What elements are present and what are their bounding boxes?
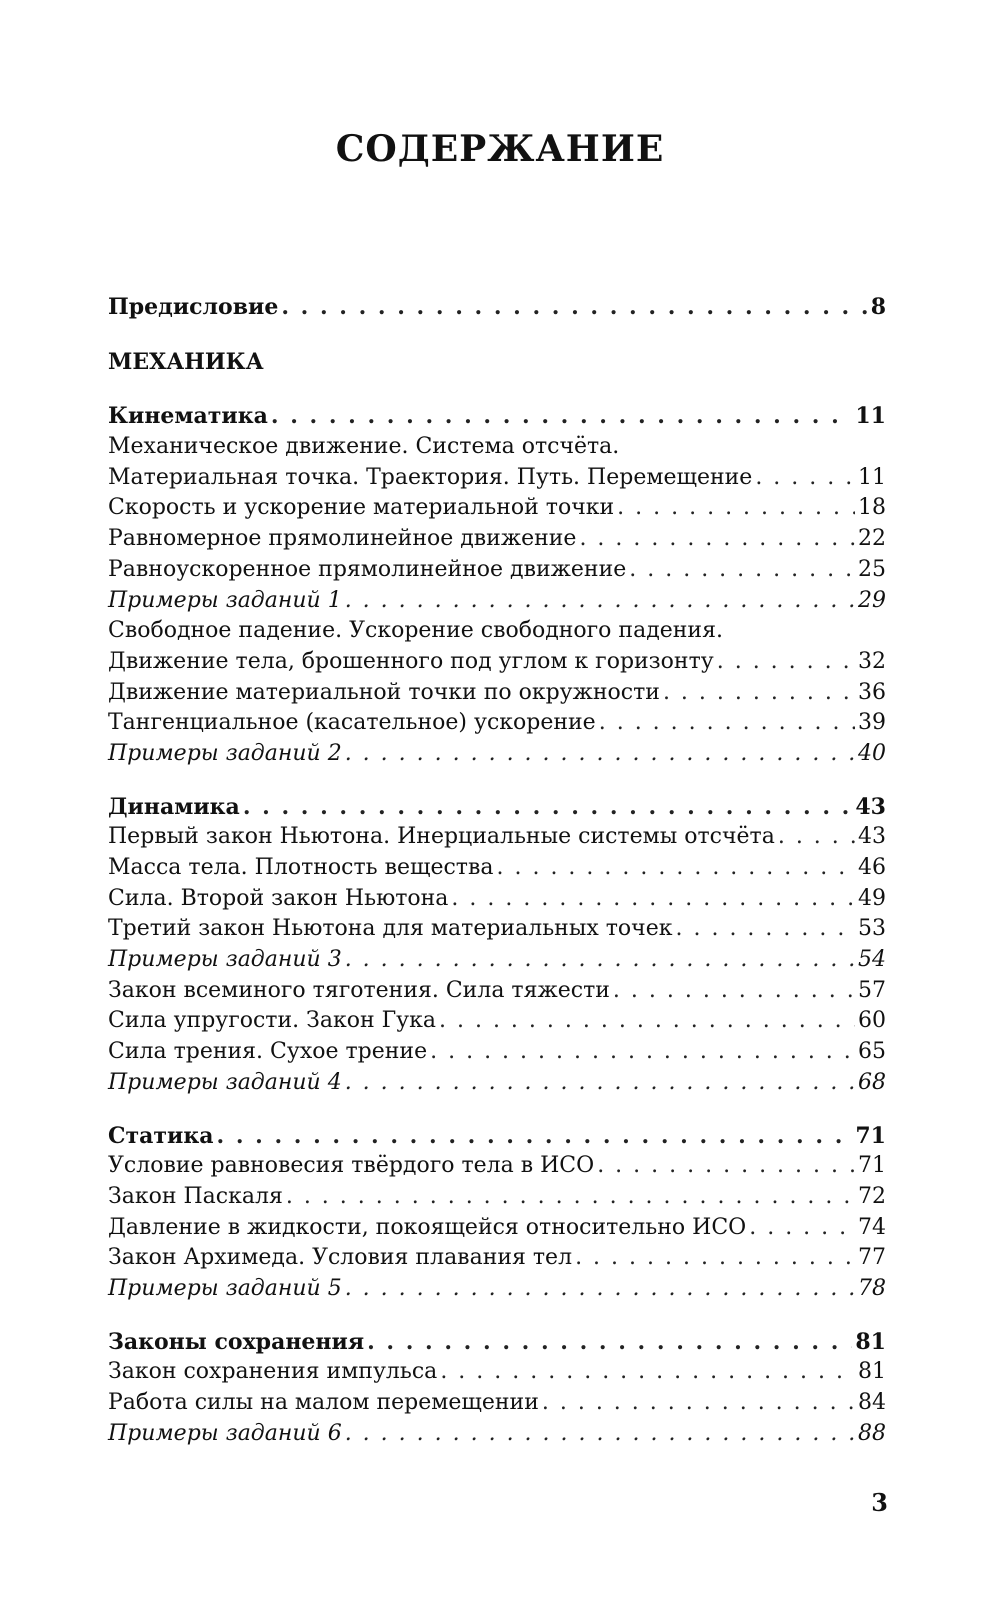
toc-entry[interactable] — [108, 822, 886, 853]
dot-leader — [629, 555, 855, 586]
dot-leader — [281, 292, 867, 323]
dot-leader — [451, 884, 855, 915]
toc-entry-page: 43 — [858, 824, 886, 850]
toc-entry-text: Закон Паскаля — [108, 1183, 283, 1209]
dot-leader — [675, 914, 855, 945]
toc-entry[interactable] — [108, 1243, 886, 1274]
dot-leader — [286, 1182, 855, 1213]
toc-entry-text: Законы сохранения — [108, 1328, 365, 1355]
toc-entry-text: Закон сохранения импульса — [108, 1359, 438, 1385]
toc-entry-page: 36 — [858, 679, 886, 705]
toc-entry[interactable] — [108, 493, 886, 524]
toc-entry-page: 78 — [858, 1275, 886, 1301]
toc-entry-text: Свободное падение. Ускорение свободного падения. — [108, 618, 723, 644]
toc-entry-line — [108, 432, 886, 463]
toc-entry-page: 84 — [858, 1390, 886, 1415]
toc-entry-text: Динамика — [108, 793, 240, 820]
toc-sections — [108, 401, 886, 1449]
toc-entry[interactable] — [108, 1213, 886, 1244]
toc-entry[interactable] — [108, 884, 886, 915]
dot-leader — [755, 463, 855, 494]
toc-entry[interactable] — [108, 524, 886, 555]
page-title: СОДЕРЖАНИЕ — [335, 128, 665, 170]
dot-leader — [617, 493, 855, 524]
dot-leader — [243, 792, 853, 823]
dot-leader — [345, 586, 855, 617]
dot-leader — [749, 1213, 855, 1244]
toc-entry[interactable] — [108, 1151, 886, 1182]
toc-section-heading[interactable] — [108, 1327, 886, 1358]
toc-entry-text: Условие равновесия твёрдого тела в ИСО — [108, 1153, 595, 1179]
dot-leader — [367, 1327, 852, 1358]
toc-entry-page: 49 — [858, 885, 886, 911]
toc-entry-page: 43 — [855, 793, 886, 820]
toc-entry[interactable] — [108, 647, 886, 678]
toc-entry-text: Давление в жидкости, покоящейся относительно ИСО — [108, 1214, 747, 1240]
toc-entry-text: Закон Архимеда. Условия плавания тел — [108, 1245, 573, 1271]
dot-leader — [345, 1274, 855, 1305]
toc-entry-page: 11 — [855, 403, 886, 430]
dot-leader — [663, 678, 855, 709]
toc-entry-text: Скорость и ускорение материальной точки — [108, 495, 615, 521]
toc-entry-page: 11 — [858, 464, 886, 490]
toc-entry-line — [108, 616, 886, 647]
table-of-contents — [108, 292, 886, 1449]
toc-entry-page: 81 — [858, 1359, 886, 1385]
section-gap — [108, 1305, 886, 1327]
toc-entry-text: Тангенциальное (касательное) ускорение — [108, 710, 596, 736]
toc-entry-page: 60 — [858, 1008, 886, 1034]
toc-entry-text: Примеры заданий 5 — [108, 1275, 342, 1301]
dot-leader — [717, 647, 855, 678]
part-heading: МЕХАНИКА — [108, 348, 264, 375]
toc-entry-preface[interactable] — [108, 292, 886, 323]
toc-entry-page: 74 — [858, 1214, 886, 1240]
toc-entry-page: 57 — [858, 977, 886, 1003]
dot-leader — [345, 739, 855, 770]
toc-entry-text: Сила трения. Сухое трение — [108, 1039, 428, 1065]
toc-entry[interactable] — [108, 914, 886, 945]
toc-entry-examples[interactable] — [108, 1419, 886, 1450]
dot-leader — [271, 401, 852, 432]
toc-entry-page: 18 — [858, 495, 886, 521]
toc-entry-examples[interactable] — [108, 739, 886, 770]
dot-leader — [575, 1243, 855, 1274]
toc-entry[interactable] — [108, 1037, 886, 1068]
toc-entry-text: Равномерное прямолинейное движение — [108, 526, 577, 552]
page-number: 3 — [871, 1488, 888, 1517]
dot-leader — [613, 976, 855, 1007]
toc-entry-text: Материальная точка. Траектория. Путь. Перемещение — [108, 464, 753, 490]
toc-entry-page: 53 — [858, 916, 886, 942]
toc-entry-examples[interactable] — [108, 945, 886, 976]
toc-entry-text: Примеры заданий 2 — [108, 740, 342, 766]
toc-entry[interactable] — [108, 555, 886, 586]
section-gap — [108, 1099, 886, 1121]
toc-entry[interactable] — [108, 708, 886, 739]
dot-leader — [599, 708, 855, 739]
toc-entry[interactable] — [108, 1006, 886, 1037]
toc-entry-page: 71 — [858, 1153, 886, 1179]
toc-entry-text: Примеры заданий 3 — [108, 947, 342, 973]
toc-entry[interactable] — [108, 463, 886, 494]
dot-leader — [440, 1357, 855, 1388]
dot-leader — [439, 1006, 855, 1037]
toc-entry-text: Предисловие — [108, 294, 279, 320]
toc-entry-page: 54 — [858, 947, 886, 973]
toc-entry-page: 65 — [858, 1039, 886, 1065]
toc-entry-text: Кинематика — [108, 403, 268, 430]
toc-entry-page: 68 — [858, 1069, 886, 1095]
toc-entry-page: 72 — [858, 1183, 886, 1209]
toc-entry-page: 22 — [858, 526, 886, 552]
toc-entry-text: Первый закон Ньютона. Инерциальные системы отсчёта — [108, 824, 775, 850]
toc-entry-page: 77 — [858, 1245, 886, 1271]
toc-entry-text: Движение тела, брошенного под углом к горизонту — [108, 648, 714, 674]
dot-leader — [542, 1388, 855, 1419]
toc-entry-page: 8 — [870, 294, 886, 320]
toc-section-heading[interactable] — [108, 1121, 886, 1152]
toc-entry-text: Работа силы на малом перемещении — [108, 1390, 539, 1415]
section-gap — [108, 770, 886, 792]
toc-section-heading[interactable] — [108, 792, 886, 823]
dot-leader — [345, 1068, 855, 1099]
toc-entry-page: 39 — [858, 710, 886, 736]
toc-entry-examples[interactable] — [108, 1274, 886, 1305]
toc-entry-text: Сила упругости. Закон Гука — [108, 1008, 436, 1034]
toc-entry[interactable] — [108, 853, 886, 884]
toc-entry-text: Равноускоренное прямолинейное движение — [108, 556, 627, 582]
toc-entry-text: Примеры заданий 1 — [108, 587, 342, 613]
toc-entry-examples[interactable] — [108, 1068, 886, 1099]
dot-leader — [430, 1037, 855, 1068]
toc-entry-page: 71 — [855, 1122, 886, 1149]
toc-entry-text: Примеры заданий 6 — [108, 1420, 342, 1446]
toc-entry[interactable] — [108, 1388, 886, 1419]
toc-entry-page: 81 — [855, 1328, 886, 1355]
dot-leader — [778, 822, 855, 853]
toc-section-heading[interactable] — [108, 401, 886, 432]
toc-entry-examples[interactable] — [108, 586, 886, 617]
toc-entry-page: 40 — [858, 740, 886, 766]
toc-entry[interactable] — [108, 678, 886, 709]
dot-leader — [496, 853, 855, 884]
dot-leader — [345, 945, 855, 976]
toc-entry-text: Масса тела. Плотность вещества — [108, 855, 494, 880]
toc-entry-text: Механическое движение. Система отсчёта. — [108, 434, 620, 460]
toc-entry-page: 88 — [858, 1420, 886, 1446]
toc-entry-text: Третий закон Ньютона для материальных точек — [108, 916, 673, 942]
dot-leader — [579, 524, 855, 555]
toc-entry[interactable] — [108, 976, 886, 1007]
dot-leader — [345, 1419, 855, 1450]
dot-leader — [217, 1121, 853, 1152]
toc-entry-text: Примеры заданий 4 — [108, 1069, 342, 1095]
toc-entry-page: 32 — [858, 648, 886, 674]
dot-leader — [597, 1151, 855, 1182]
toc-entry[interactable] — [108, 1182, 886, 1213]
toc-entry-text: Статика — [108, 1122, 214, 1149]
toc-entry-text: Сила. Второй закон Ньютона — [108, 885, 449, 911]
toc-entry-page: 25 — [858, 556, 886, 582]
toc-entry-text: Закон всеминого тяготения. Сила тяжести — [108, 977, 610, 1003]
toc-entry-page: 46 — [858, 855, 886, 880]
toc-entry-page: 29 — [858, 587, 886, 613]
toc-entry-text: Движение материальной точки по окружности — [108, 679, 660, 705]
toc-entry[interactable] — [108, 1357, 886, 1388]
